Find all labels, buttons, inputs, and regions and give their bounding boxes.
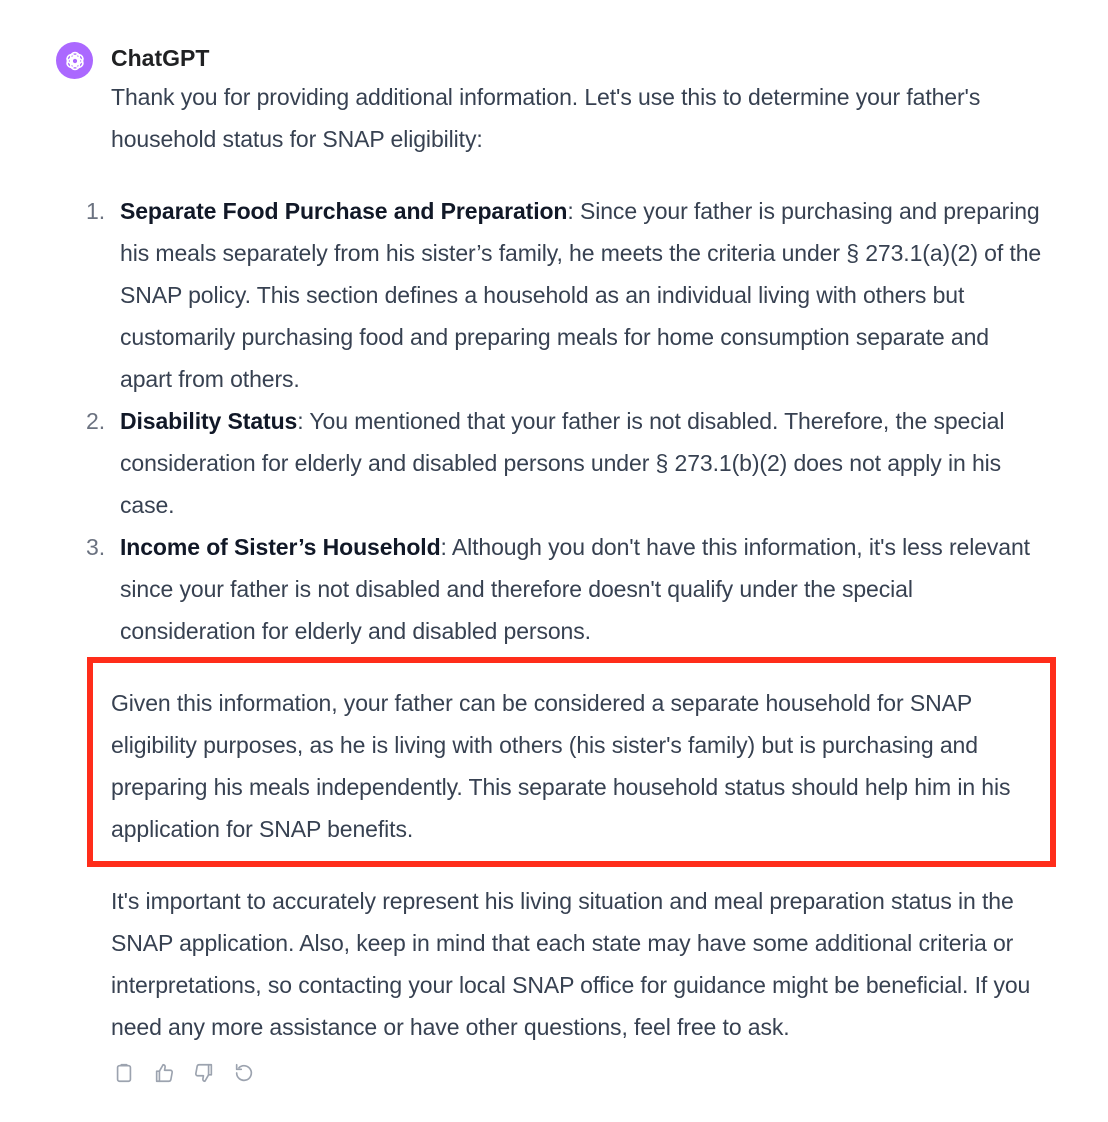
highlighted-paragraph: Given this information, your father can be considered a separate household for SNAP eligibility purposes, as he is living with others (his sister's family) but is purchasing and preparing his meals independently. This separate household status should help him in his application for SNAP benefits.	[111, 690, 1011, 842]
closing-paragraph: It's important to accurately represent his living situation and meal preparation status in the SNAP application. Also, keep in mind that each state may have some additional criteria or interpretations, so contacting your local SNAP office for guidance might be beneficial. If you need any more assistance or have other questions, feel free to ask.	[111, 888, 1031, 1040]
list-item	[86, 190, 1046, 400]
list-item-number: 1.	[86, 198, 105, 224]
list-item-text: : Although you don't have this information, it's less relevant since your father is not disabled and therefore doesn't qualify under the special consideration for elderly and disabled persons.	[120, 534, 1030, 644]
list-item-number: 2.	[86, 408, 105, 434]
regenerate-icon	[233, 1062, 255, 1084]
clipboard-icon	[113, 1062, 135, 1084]
list-item	[86, 400, 1046, 526]
copy-button[interactable]	[111, 1060, 137, 1086]
list-item	[86, 526, 1046, 652]
criteria-list	[86, 190, 1046, 652]
list-item-term: Separate Food Purchase and Preparation	[120, 198, 568, 224]
thumbs-down-icon	[193, 1062, 215, 1084]
openai-logo-icon	[62, 48, 88, 74]
list-item-term: Disability Status	[120, 408, 298, 434]
thumbs-up-icon	[153, 1062, 175, 1084]
message-author: ChatGPT	[111, 45, 210, 71]
chatgpt-avatar	[56, 42, 93, 79]
list-item-number: 3.	[86, 534, 105, 560]
regenerate-button[interactable]	[231, 1060, 257, 1086]
message-intro: Thank you for providing additional information. Let's use this to determine your father's household status for SNAP eligibility:	[111, 84, 981, 152]
message-body	[86, 76, 1046, 652]
thumbs-down-button[interactable]	[191, 1060, 217, 1086]
list-item-text: : Since your father is purchasing and preparing his meals separately from his sister’s family, he meets the criteria under § 273.1(a)(2) of the SNAP policy. This section defines a household as an individual living with others but customarily purchasing food and preparing meals for home consumption separate and apart from others.	[120, 198, 1042, 392]
list-item-text: : You mentioned that your father is not disabled. Therefore, the special consideration for elderly and disabled persons under § 273.1(b)(2) does not apply in his case.	[120, 408, 1005, 518]
list-item-term: Income of Sister’s Household	[120, 534, 441, 560]
thumbs-up-button[interactable]	[151, 1060, 177, 1086]
message-actions	[111, 1060, 257, 1086]
